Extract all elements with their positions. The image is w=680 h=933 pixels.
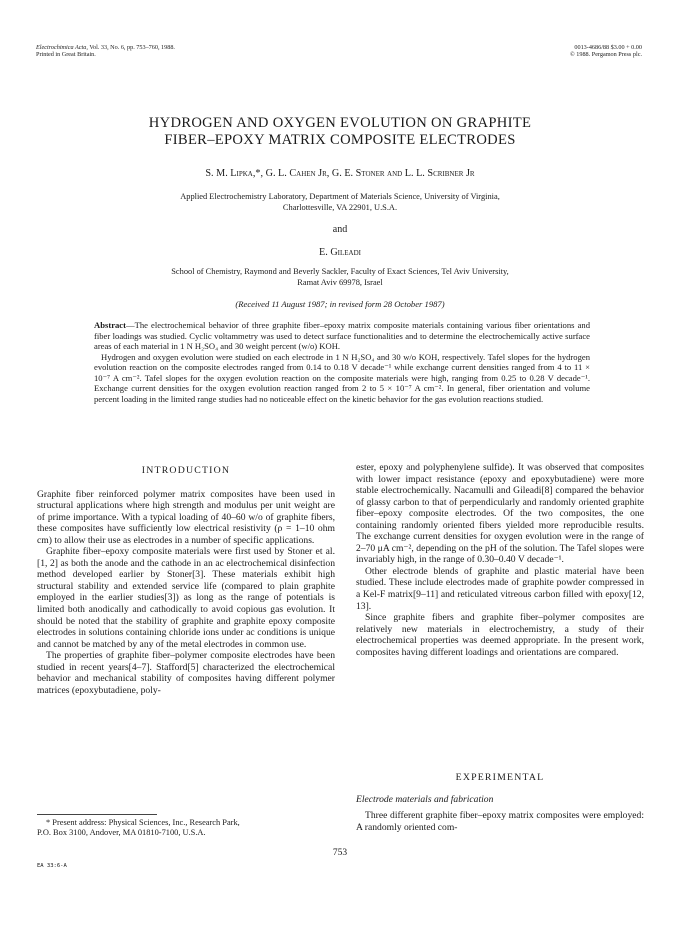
issn-price: 0013-4686/88 $3.00 + 0.00 <box>574 44 642 51</box>
abstract <box>94 320 590 404</box>
intro-paragraph-2: Graphite fiber–epoxy composite materials were first used by Stoner et al. [1, 2] as both the anode and the cathode in an ac electrochemical disinfection method developed earlier by Stoner[3]. These materials exhibit high structural stability and extended service life (compared to plain graphite employed in the earlier studies[3]) as long as the range of potentials is limited both anodically and cathodically to avoid copious gas evolution. It should be noted that the stability of graphite and graphite epoxy composite electrodes in solutions containing chloride ions under ac conditions is unique and cannot be matched by any of the metal electrodes in common use. <box>37 546 335 650</box>
footnote-line-2: P.O. Box 3100, Andover, MA 01810-7100, U.S.A. <box>37 828 206 838</box>
authors: S. M. Lipka,*, G. L. Cahen Jr, G. E. Stoner and L. L. Scribner Jr <box>205 168 475 179</box>
abstract-label: Abstract <box>94 320 126 330</box>
copyright-block <box>570 44 642 59</box>
printed-in: Printed in Great Britain. <box>36 51 96 59</box>
affiliation-2-line-2: Ramat Aviv 69978, Israel <box>297 277 383 287</box>
experimental-paragraph-1: Three different graphite fiber–epoxy matrix composites were employed: A randomly oriented com- <box>356 810 644 833</box>
affiliation-1-line-1: Applied Electrochemistry Laboratory, Department of Materials Science, University of Virginia, <box>180 192 500 201</box>
right-paragraph-2: Other electrode blends of graphite and plastic material have been studied. These include electrodes made of graphite powder compressed in a Kel-F matrix[9–11] and reticulated vitreous carbon filled with epoxy[12, 13]. <box>356 565 644 612</box>
introduction-heading: INTRODUCTION <box>141 465 231 476</box>
footnote-line-1: * Present address: Physical Sciences, Inc., Research Park, <box>46 818 240 827</box>
paper-title <box>0 115 680 149</box>
abstract-paragraph-2: Hydrogen and oxygen evolution were studied on each electrode in 1 N H₂SO₄ and 30 w/o KOH, respectively. Tafel slopes for the hydrogen evolution reaction on the composite electrodes ranged from 0.14 to 0.18 V decade⁻¹ while exchange current densities ranged from 4 to 11 × 10⁻⁷ A cm⁻². Tafel slopes for the oxygen evolution reaction on the composite materials were high, ranging from 0.25 to 0.28 V decade⁻¹. Exchange current densities for the oxygen evolution reaction ranged from 2 to 5 × 10⁻⁷ A cm⁻². In general, fiber orientation and volume percent loading in the limited range studies had no noticeable effect on the kinetic behavior for the gas evolution reactions studied. <box>94 351 590 404</box>
bottom-code: EA 33:6-A <box>37 863 67 869</box>
journal-volume: Vol. 33, No. 6, pp. 753–760, 1988. <box>87 44 175 51</box>
journal-name: Electrochimica Acta, <box>36 44 88 51</box>
experimental-heading: EXPERIMENTAL <box>455 772 545 783</box>
intro-paragraph-1: Graphite fiber reinforced polymer matrix composites have been used in structural applications where high strength and modulus per unit weight are of prime importance. With a typical loading of 40–60 w/o of graphite fibers, these composites have sufficiently low electrical resistivity (ρ = 1–10 ohm cm) to allow their use as electrodes in a number of specific applications. <box>37 488 335 546</box>
affiliation-2-line-1: School of Chemistry, Raymond and Beverly Sackler, Faculty of Exact Sciences, Tel Aviv University, <box>171 267 509 276</box>
right-paragraph-1: ester, epoxy and polyphenylene sulfide). It was observed that composites with lower impact resistance (epoxy and epoxybutadiene) were more stable electrochemically. Nacamulli and Gileadi[8] compared the behavior of glassy carbon to that of perpendicularly and randomly oriented graphite fiber–epoxy composite electrodes. Of the two composites, the one containing randomly oriented fibers yielded more reproducible results. The exchange current densities for oxygen evolution were in the range of 2–70 μA cm⁻², depending on the pH of the solution. The Tafel slopes were invariably high, in the range of 0.30–0.40 V decade⁻¹. <box>356 462 644 566</box>
left-column <box>37 465 335 696</box>
experimental-text <box>356 810 644 833</box>
and-text: and <box>332 224 348 235</box>
right-column <box>356 462 644 658</box>
affiliation-2 <box>0 267 680 288</box>
experimental-subheading: Electrode materials and fabrication <box>356 794 494 805</box>
intro-paragraph-3: The properties of graphite fiber–polymer composite electrodes have been studied in recent years[4–7]. Stafford[5] characterized the electrochemical behavior and mechanical stability of composites having different polymer matrices (epoxybutadiene, poly- <box>37 650 335 696</box>
copyright: © 1988. Pergamon Press plc. <box>570 51 642 59</box>
affiliation-1-line-2: Charlottesville, VA 22901, U.S.A. <box>282 202 398 212</box>
footnote-rule <box>37 814 157 815</box>
footnote <box>37 818 337 838</box>
title-line-2: FIBER–EPOXY MATRIX COMPOSITE ELECTRODES <box>164 132 516 148</box>
received-dates: (Received 11 August 1987; in revised form 28 October 1987) <box>235 299 445 309</box>
author-2: E. Gileadi <box>319 247 361 258</box>
journal-citation <box>36 44 175 59</box>
right-paragraph-3: Since graphite fibers and graphite fiber–polymer composites are relatively new materials in electrochemistry, a study of their electrochemical properties was deemed appropriate. In the present work, composites having different loadings and orientations are compared. <box>356 612 644 658</box>
abstract-paragraph-1: —The electrochemical behavior of three graphite fiber–epoxy matrix composite materials containing various fiber orientations and fiber loadings was studied. Cyclic voltammetry was used to detect surface functionalities and to determine the electrochemically active surface areas of each material in 1 N H₂SO₄ and 30 weight percent (w/o) KOH. <box>94 320 590 352</box>
affiliation-1 <box>0 192 680 213</box>
page-number: 753 <box>332 848 348 858</box>
title-line-1: HYDROGEN AND OXYGEN EVOLUTION ON GRAPHITE <box>148 115 532 131</box>
